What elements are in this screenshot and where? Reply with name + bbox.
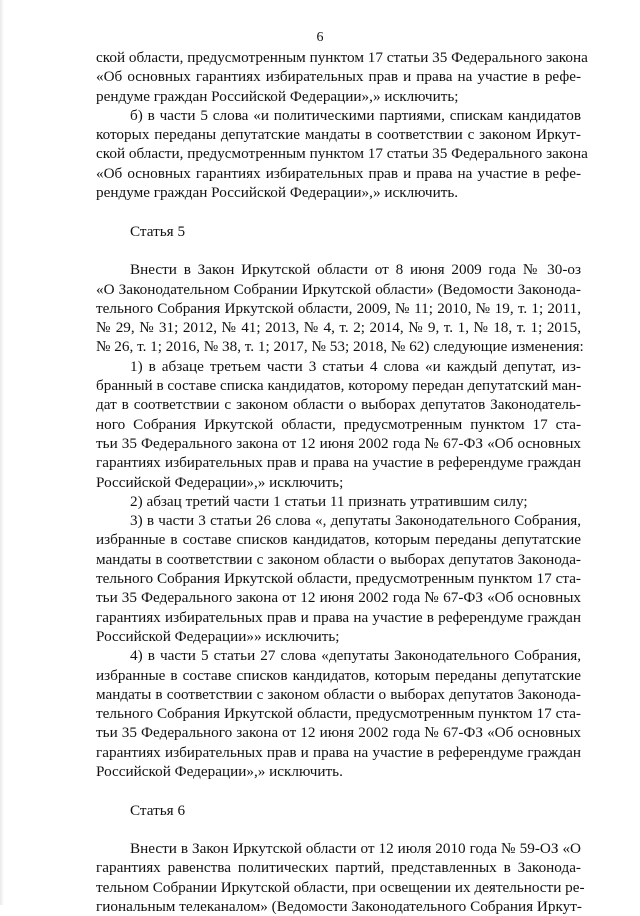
text-line: мандаты в соответствии с законом области о выборах депутатов Законода- <box>96 685 581 703</box>
paragraph <box>96 357 581 492</box>
spacer <box>96 202 581 221</box>
article-heading: Статья 6 <box>130 801 186 819</box>
text-line: Внести в Закон Иркутской области от 8 июня 2009 года № 30-оз <box>130 261 581 279</box>
text-line: дат в соответствии с законом области о выборах депутатов Законодатель- <box>96 396 581 414</box>
text-line: гарантиях избирательных прав и права на участие в референдуме граждан <box>96 608 581 626</box>
text-line: ской области, предусмотренным пунктом 17 статьи 35 Федерального закона <box>96 145 588 163</box>
text-line: ской области, предусмотренным пунктом 17 статьи 35 Федерального закона <box>96 49 588 66</box>
text-line: Российской Федерации»» исключить; <box>96 627 340 645</box>
text-line: б) в части 5 слова «и политическими партиями, спискам кандидатов <box>130 106 581 124</box>
text-line: № 29, № 31; 2012, № 41; 2013, № 4, т. 2; 2014, № 9, т. 1, № 18, т. 1; 2015, <box>96 319 581 337</box>
text-line: гарантиях избирательных прав и права на участие в референдуме граждан <box>96 743 581 761</box>
text-line: гиональным телеканалом» (Ведомости Законодательного Собрания Иркут- <box>96 898 582 916</box>
text-line: тьи 35 Федерального закона от 12 июня 2002 года № 67-ФЗ «Об основных <box>96 724 581 742</box>
text-line: Российской Федерации»,» исключить. <box>96 762 343 780</box>
paragraph <box>96 260 584 356</box>
text-line: рендуме граждан Российской Федерации»,» исключить. <box>96 184 459 202</box>
paragraph <box>96 839 585 916</box>
text-line: избранные в составе списков кандидатов, которым переданы депутатские <box>96 666 581 684</box>
page-number: 6 <box>316 30 324 45</box>
text-line: 1) в абзаце третьем части 3 статьи 4 слова «и каждый депутат, из- <box>130 357 581 375</box>
text-line: избранные в составе списков кандидатов, которым переданы депутатские <box>96 531 581 549</box>
spacer <box>96 781 581 800</box>
text-line: тельном Собрании Иркутской области, при освещении их деятельности ре- <box>96 878 585 896</box>
text-line: 4) в части 5 статьи 27 слова «депутаты Законодательного Собрания, <box>130 647 581 665</box>
spacer <box>96 241 581 260</box>
text-line: «Об основных гарантиях избирательных прав и права на участие в рефе- <box>96 68 581 86</box>
text-line: «Об основных гарантиях избирательных прав и права на участие в рефе- <box>96 164 581 182</box>
text-line: ного Собрания Иркутской области, предусмотренным пунктом 17 ста- <box>96 415 581 433</box>
text-line: тьи 35 Федерального закона от 12 июня 2002 года № 67-ФЗ «Об основных <box>96 589 581 607</box>
text-line: 3) в части 3 статьи 26 слова «, депутаты Законодательного Собрания, <box>130 512 581 530</box>
text-line: № 26, т. 1; 2016, № 38, т. 1; 2017, № 53; 2018, № 62) следующие изменения: <box>96 338 584 356</box>
paragraph <box>96 511 581 646</box>
page-binding-edge <box>0 0 4 905</box>
text-line: гарантиях равенства политических партий, представленных в Законода- <box>96 859 581 877</box>
text-line: тельного Собрания Иркутской области, предусмотренным пунктом 17 ста- <box>96 570 581 588</box>
document-body <box>96 48 588 916</box>
paragraph <box>96 646 581 781</box>
spacer <box>96 820 581 839</box>
text-line: тьи 35 Федерального закона от 12 июня 2002 года № 67-ФЗ «Об основных <box>96 434 581 452</box>
text-line: мандаты в соответствии с законом области о выборах депутатов Законода- <box>96 550 581 568</box>
text-line: гарантиях избирательных прав и права на участие в референдуме граждан <box>96 454 581 472</box>
article-heading: Статья 5 <box>130 222 186 240</box>
paragraph <box>96 106 588 202</box>
paragraph <box>96 492 581 511</box>
text-line: «О Законодательном Собрании Иркутской области» (Ведомости Законода- <box>96 280 581 298</box>
paragraph <box>96 48 588 106</box>
text-line: тельного Собрания Иркутской области, предусмотренным пунктом 17 ста- <box>96 705 581 723</box>
text-line: бранный в составе списка кандидатов, которому передан депутатский ман- <box>96 377 582 395</box>
text-line: Российской Федерации»,» исключить; <box>96 473 344 491</box>
text-line: рендуме граждан Российской Федерации»,» исключить; <box>96 87 459 105</box>
text-line: 2) абзац третий части 1 статьи 11 признать утратившим силу; <box>130 492 528 510</box>
text-line: Внести в Закон Иркутской области от 12 июля 2010 года № 59-ОЗ «О <box>130 840 581 858</box>
text-line: которых переданы депутатские мандаты в соответствии с законом Иркут- <box>96 126 581 144</box>
text-line: тельного Собрания Иркутской области, 2009, № 11; 2010, № 19, т. 1; 2011, <box>96 299 581 317</box>
